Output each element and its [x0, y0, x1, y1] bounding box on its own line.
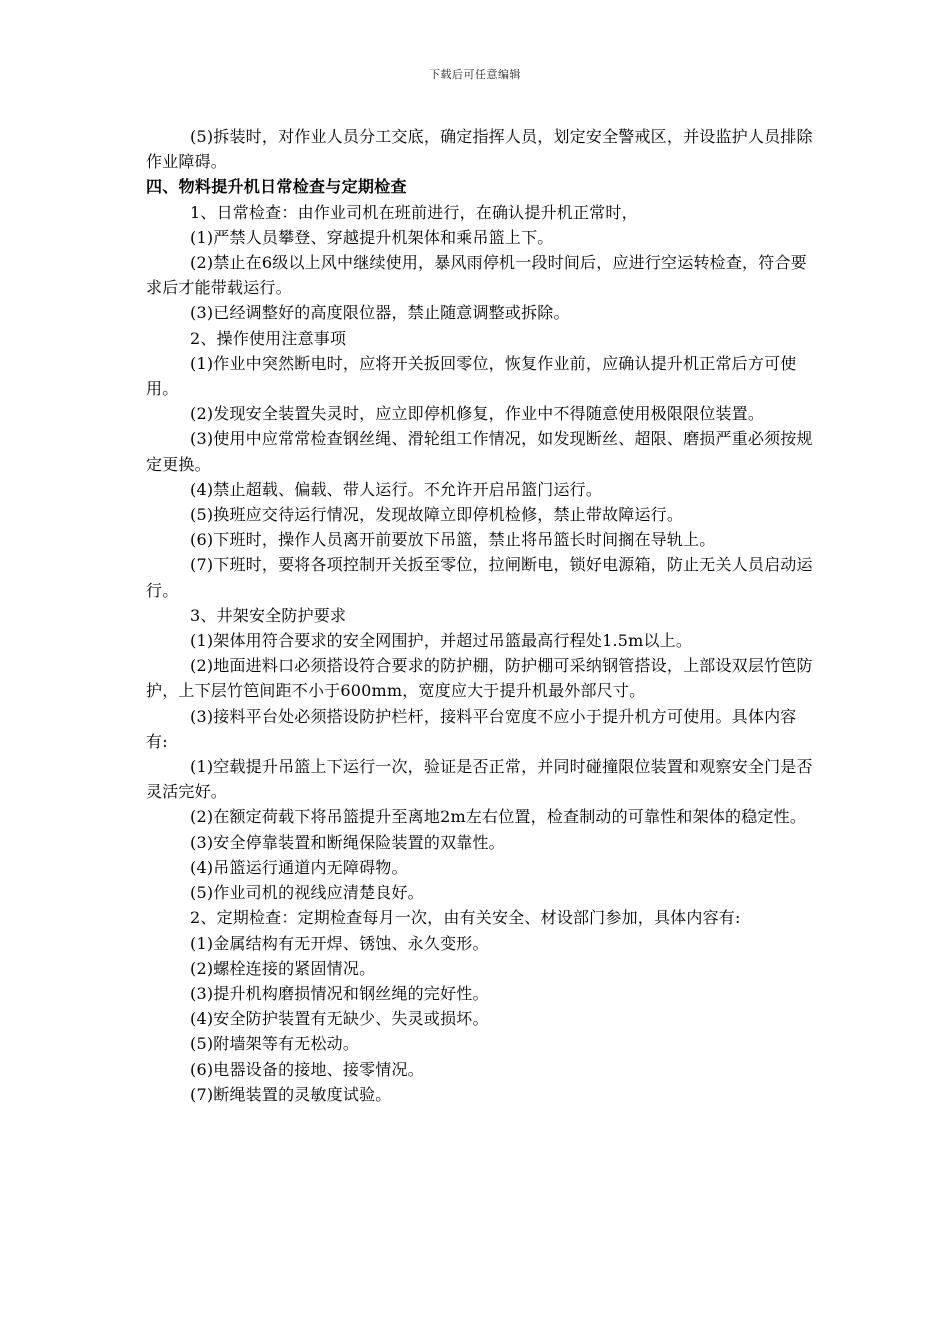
paragraph: (3)提升机构磨损情况和钢丝绳的完好性。 — [190, 983, 489, 1003]
paragraph: (3)已经调整好的高度限位器，禁止随意调整或拆除。 — [190, 303, 570, 323]
paragraph: (1)金属结构有无开焊、锈蚀、永久变形。 — [190, 933, 489, 953]
paragraph: 2、定期检查：定期检查每月一次，由有关安全、材设部门参加，具体内容有: — [190, 908, 741, 928]
paragraph: (5)附墙架等有无松动。 — [190, 1034, 360, 1054]
paragraph: (2)在额定荷载下将吊篮提升至离地2m左右位置，检查制动的可靠性和架体的稳定性。 — [190, 807, 807, 827]
paragraph: (2)禁止在6级以上风中继续使用，暴风雨停机一段时间后，应进行空运转检查，符合要求后才能带载运行。 — [146, 253, 807, 298]
paragraph: (7)下班时，要将各项控制开关扳至零位，拉闸断电，锁好电源箱，防止无关人员启动运行。 — [146, 555, 813, 600]
paragraph: (2)发现安全装置失灵时，应立即停机修复，作业中不得随意使用极限限位装置。 — [190, 404, 765, 424]
paragraph: (3)安全停靠装置和断绳保险装置的双靠性。 — [190, 832, 505, 852]
paragraph: (2)螺栓连接的紧固情况。 — [190, 958, 376, 978]
paragraph: (6)电器设备的接地、接零情况。 — [190, 1059, 424, 1079]
paragraph: (4)禁止超载、偏载、带人运行。不允许开启吊篮门运行。 — [190, 479, 603, 499]
paragraph: (5)作业司机的视线应清楚良好。 — [190, 883, 424, 903]
section-heading: 四、物料提升机日常检查与定期检查 — [146, 177, 407, 197]
paragraph: (4)安全防护装置有无缺少、失灵或损坏。 — [190, 1009, 489, 1029]
paragraph: (4)吊篮运行通道内无障碍物。 — [190, 857, 408, 877]
paragraph: (5)拆装时，对作业人员分工交底，确定指挥人员，划定安全警戒区，并设监护人员排除作业障碍。 — [146, 127, 813, 172]
paragraph: (6)下班时，操作人员离开前要放下吊篮，禁止将吊篮长时间搁在导轨上。 — [190, 530, 716, 550]
paragraph: (1)架体用符合要求的安全网围护，并超过吊篮最高行程处1.5m以上。 — [190, 631, 693, 651]
paragraph: (1)严禁人员攀登、穿越提升机架体和乘吊篮上下。 — [190, 227, 554, 247]
document-body — [146, 124, 816, 1107]
paragraph: (5)换班应交待运行情况，发现故障立即停机检修，禁止带故障运行。 — [190, 505, 684, 525]
paragraph: (1)空载提升吊篮上下运行一次，验证是否正常，并同时碰撞限位装置和观察安全门是否灵活完好。 — [146, 757, 813, 802]
paragraph: (3)使用中应常常检查钢丝绳、滑轮组工作情况，如发现断丝、超限、磨损严重必须按规定更换。 — [146, 429, 813, 474]
paragraph: 3、井架安全防护要求 — [190, 605, 347, 625]
page-header: 下载后可任意编辑 — [429, 68, 521, 81]
paragraph: (7)断绳装置的灵敏度试验。 — [190, 1084, 392, 1104]
paragraph: (2)地面进料口必须搭设符合要求的防护棚，防护棚可采纳钢管搭设，上部设双层竹笆防护，上下层竹笆间距不小于600mm，宽度应大于提升机最外部尺寸。 — [146, 656, 813, 701]
paragraph: 1、日常检查：由作业司机在班前进行，在确认提升机正常时， — [190, 202, 638, 222]
paragraph: 2、操作使用注意事项 — [190, 328, 347, 348]
paragraph: (1)作业中突然断电时，应将开关扳回零位，恢复作业前，应确认提升机正常后方可使用。 — [146, 353, 797, 399]
paragraph: (3)接料平台处必须搭设防护栏杆，接料平台宽度不应小于提升机方可使用。具体内容有: — [146, 706, 797, 751]
